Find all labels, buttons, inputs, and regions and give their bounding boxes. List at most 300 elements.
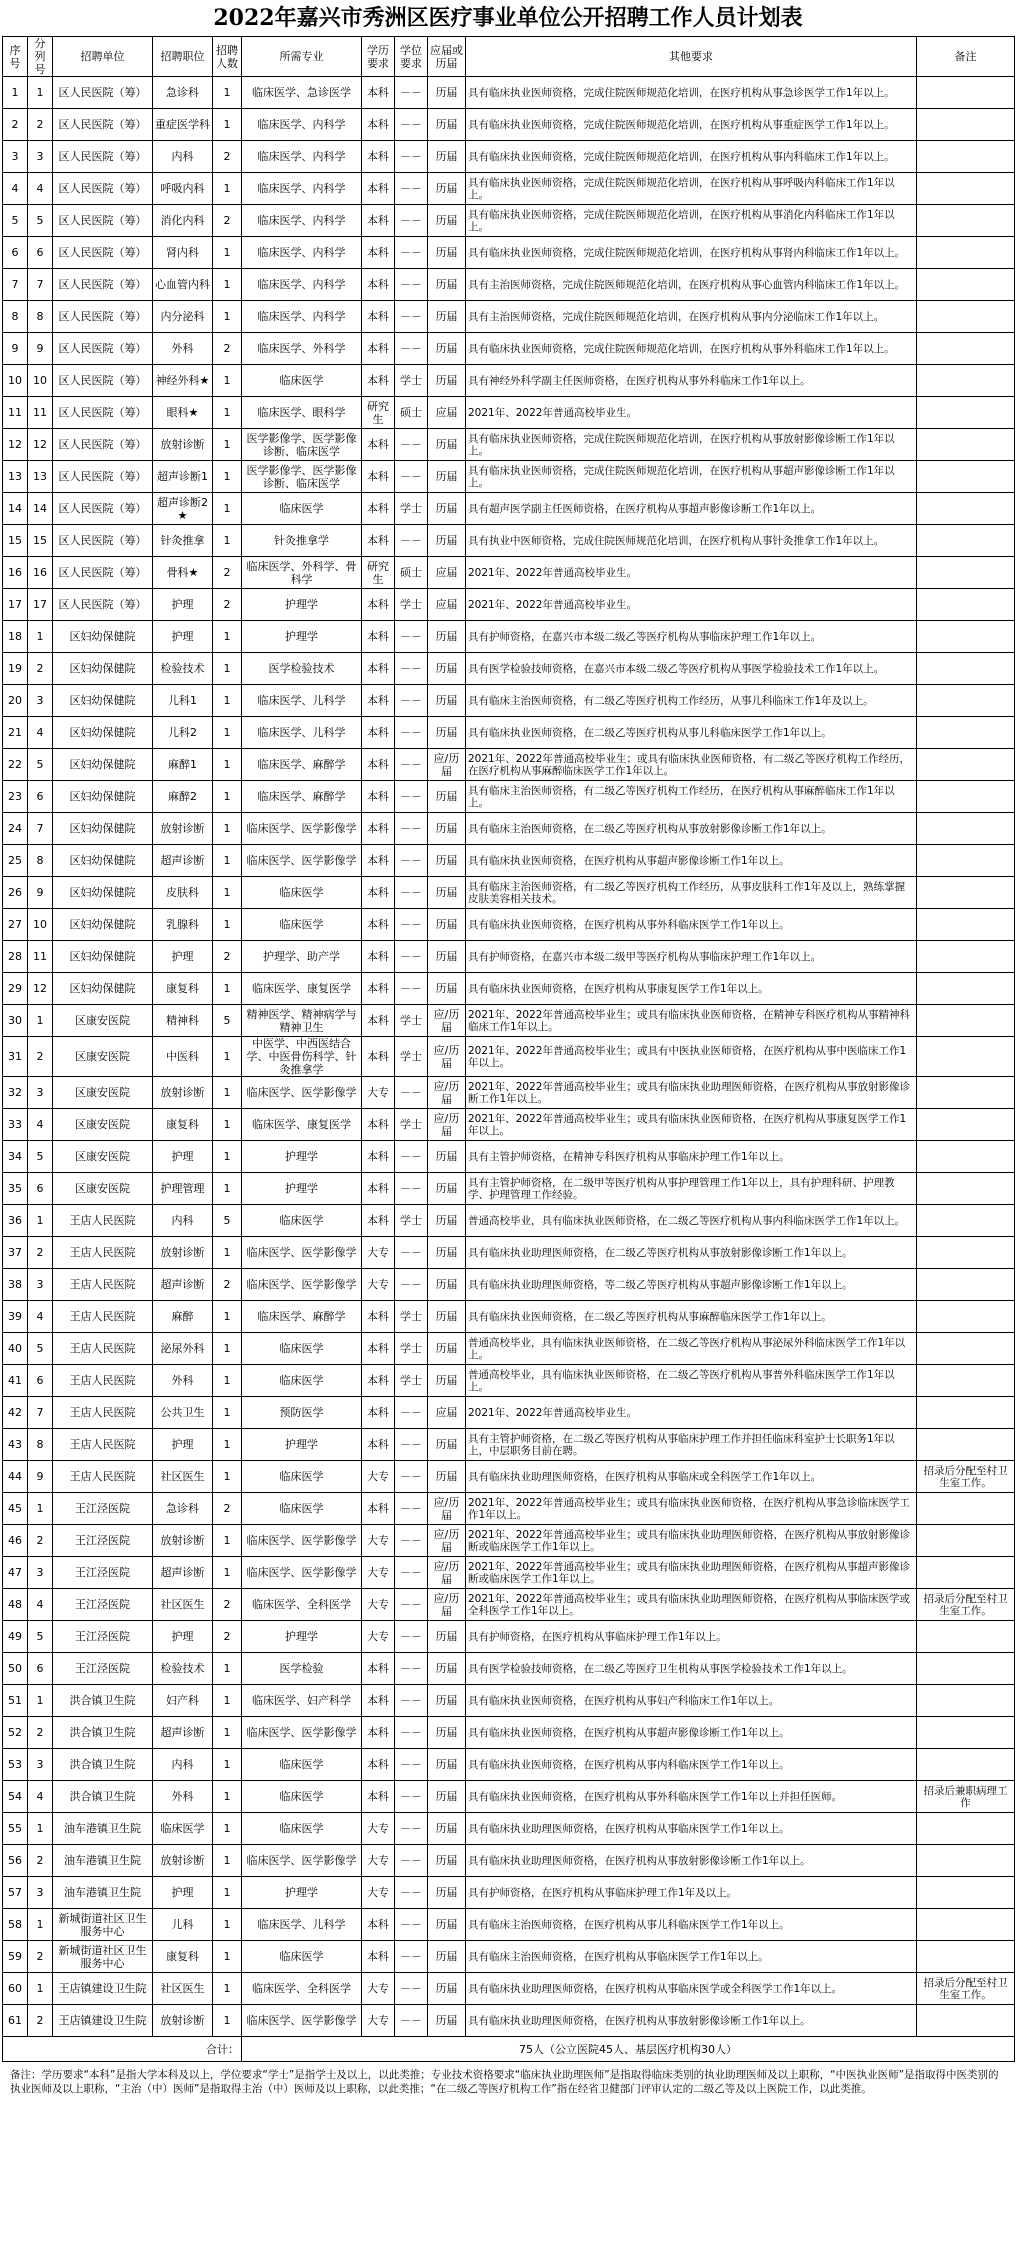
requirement-cell: 具有临床执业助理医师资格，在医疗机构从事临床医学工作1年以上。 [466, 1813, 917, 1845]
education-cell: 本科 [362, 941, 395, 973]
unit-cell: 区妇幼保健院 [53, 653, 153, 685]
remark-cell [917, 1301, 1015, 1333]
education-cell: 本科 [362, 109, 395, 141]
position-cell: 外科 [153, 1781, 213, 1813]
requirement-cell: 2021年、2022年普通高校毕业生。 [466, 557, 917, 589]
unit-cell: 区妇幼保健院 [53, 781, 153, 813]
education-cell: 本科 [362, 237, 395, 269]
education-cell: 大专 [362, 1621, 395, 1653]
degree-cell: 学士 [395, 1301, 428, 1333]
unit-cell: 新城街道社区卫生服务中心 [53, 1909, 153, 1941]
requirement-cell: 具有护师资格，在医疗机构从事临床护理工作1年以上。 [466, 1621, 917, 1653]
major-cell: 中医学、中西医结合学、中医骨伤科学、针灸推拿学 [242, 1037, 362, 1077]
count-cell: 1 [213, 1813, 242, 1845]
remark-cell [917, 525, 1015, 557]
remark-cell [917, 429, 1015, 461]
requirement-cell: 具有临床执业医师资格，完成住院医师规范化培训，在医疗机构从事呼吸内科临床工作1年以上。 [466, 173, 917, 205]
sub-seq-cell: 1 [28, 1685, 53, 1717]
position-cell: 护理 [153, 621, 213, 653]
education-cell: 本科 [362, 589, 395, 621]
seq-cell: 40 [3, 1333, 28, 1365]
sub-seq-cell: 1 [28, 1813, 53, 1845]
sub-seq-cell: 6 [28, 237, 53, 269]
count-cell: 1 [213, 781, 242, 813]
degree-cell: －－ [395, 1909, 428, 1941]
table-row [3, 1845, 1015, 1877]
seq-cell: 48 [3, 1589, 28, 1621]
seq-cell: 5 [3, 205, 28, 237]
unit-cell: 区人民医院（筹） [53, 173, 153, 205]
unit-cell: 油车港镇卫生院 [53, 1845, 153, 1877]
table-row [3, 429, 1015, 461]
education-cell: 本科 [362, 1717, 395, 1749]
graduate-cell: 历届 [428, 1877, 466, 1909]
count-cell: 1 [213, 1877, 242, 1909]
requirement-cell: 普通高校毕业，具有临床执业医师资格，在二级乙等医疗机构从事泌尿外科临床医学工作1年以上。 [466, 1333, 917, 1365]
unit-cell: 王店人民医院 [53, 1397, 153, 1429]
graduate-cell: 历届 [428, 429, 466, 461]
count-cell: 2 [213, 557, 242, 589]
sub-seq-cell: 11 [28, 941, 53, 973]
table-row [3, 269, 1015, 301]
graduate-cell: 应/历届 [428, 1005, 466, 1037]
seq-cell: 1 [3, 77, 28, 109]
requirement-cell: 具有临床主治医师资格，在二级乙等医疗机构从事放射影像诊断工作1年以上。 [466, 813, 917, 845]
position-cell: 儿科 [153, 1909, 213, 1941]
graduate-cell: 历届 [428, 973, 466, 1005]
education-cell: 本科 [362, 653, 395, 685]
column-header-position: 招聘职位 [153, 37, 213, 77]
seq-cell: 45 [3, 1493, 28, 1525]
sub-seq-cell: 3 [28, 1269, 53, 1301]
requirement-cell: 具有临床执业医师资格，完成住院医师规范化培训，在医疗机构从事放射影像诊断工作1年以上。 [466, 429, 917, 461]
unit-cell: 区妇幼保健院 [53, 973, 153, 1005]
requirement-cell: 具有临床主治医师资格，有二级乙等医疗机构工作经历，从事皮肤科工作1年及以上，熟练掌握皮肤美容相关技术。 [466, 877, 917, 909]
sub-seq-cell: 1 [28, 1493, 53, 1525]
major-cell: 临床医学、医学影像学 [242, 813, 362, 845]
remark-cell [917, 1429, 1015, 1461]
major-cell: 临床医学、医学影像学 [242, 1557, 362, 1589]
seq-cell: 8 [3, 301, 28, 333]
sub-seq-cell: 2 [28, 1941, 53, 1973]
degree-cell: 硕士 [395, 557, 428, 589]
graduate-cell: 历届 [428, 461, 466, 493]
sub-seq-cell: 3 [28, 685, 53, 717]
remark-cell [917, 1685, 1015, 1717]
count-cell: 1 [213, 717, 242, 749]
major-cell: 护理学 [242, 589, 362, 621]
count-cell: 1 [213, 1461, 242, 1493]
remark-cell [917, 109, 1015, 141]
count-cell: 1 [213, 621, 242, 653]
table-row [3, 1781, 1015, 1813]
major-cell: 临床医学、内科学 [242, 301, 362, 333]
table-row [3, 237, 1015, 269]
requirement-cell: 具有临床主治医师资格，在医疗机构从事儿科临床医学工作1年以上。 [466, 1909, 917, 1941]
seq-cell: 9 [3, 333, 28, 365]
remark-cell [917, 173, 1015, 205]
position-cell: 麻醉1 [153, 749, 213, 781]
graduate-cell: 历届 [428, 1749, 466, 1781]
position-cell: 社区医生 [153, 1461, 213, 1493]
table-row [3, 1205, 1015, 1237]
remark-cell [917, 1813, 1015, 1845]
table-row [3, 845, 1015, 877]
education-cell: 本科 [362, 749, 395, 781]
count-cell: 1 [213, 1141, 242, 1173]
count-cell: 2 [213, 205, 242, 237]
count-cell: 1 [213, 653, 242, 685]
graduate-cell: 应/历届 [428, 749, 466, 781]
degree-cell: －－ [395, 173, 428, 205]
major-cell: 临床医学、内科学 [242, 237, 362, 269]
requirement-cell: 具有临床执业医师资格，在医疗机构从事外科临床医学工作1年以上。 [466, 909, 917, 941]
graduate-cell: 历届 [428, 813, 466, 845]
seq-cell: 52 [3, 1717, 28, 1749]
seq-cell: 32 [3, 1077, 28, 1109]
degree-cell: －－ [395, 1525, 428, 1557]
major-cell: 医学影像学、医学影像诊断、临床医学 [242, 429, 362, 461]
seq-cell: 42 [3, 1397, 28, 1429]
requirement-cell: 具有医学检验技师资格，在嘉兴市本级二级乙等医疗机构从事医学检验技术工作1年以上。 [466, 653, 917, 685]
sub-seq-cell: 2 [28, 1845, 53, 1877]
sub-seq-cell: 2 [28, 2005, 53, 2037]
education-cell: 本科 [362, 493, 395, 525]
degree-cell: －－ [395, 653, 428, 685]
table-row [3, 173, 1015, 205]
sub-seq-cell: 15 [28, 525, 53, 557]
major-cell: 临床医学 [242, 909, 362, 941]
position-cell: 呼吸内科 [153, 173, 213, 205]
sub-seq-cell: 5 [28, 1621, 53, 1653]
unit-cell: 区人民医院（筹） [53, 109, 153, 141]
requirement-cell: 具有临床执业医师资格，在医疗机构从事妇产科临床工作1年以上。 [466, 1685, 917, 1717]
remark-cell [917, 653, 1015, 685]
count-cell: 1 [213, 845, 242, 877]
major-cell: 护理学 [242, 1877, 362, 1909]
sub-seq-cell: 5 [28, 749, 53, 781]
degree-cell: －－ [395, 941, 428, 973]
unit-cell: 区妇幼保健院 [53, 813, 153, 845]
unit-cell: 区人民医院（筹） [53, 461, 153, 493]
degree-cell: －－ [395, 109, 428, 141]
education-cell: 大专 [362, 1525, 395, 1557]
seq-cell: 29 [3, 973, 28, 1005]
sub-seq-cell: 9 [28, 333, 53, 365]
requirement-cell: 具有超声医学副主任医师资格，在医疗机构从事超声影像诊断工作1年以上。 [466, 493, 917, 525]
seq-cell: 53 [3, 1749, 28, 1781]
unit-cell: 洪合镇卫生院 [53, 1685, 153, 1717]
table-row [3, 333, 1015, 365]
requirement-cell: 2021年、2022年普通高校毕业生；或具有临床执业医师资格，有二级乙等医疗机构工作经历，在医疗机构从事麻醉临床医学工作1年以上。 [466, 749, 917, 781]
major-cell: 临床医学 [242, 1813, 362, 1845]
column-header-seq: 序号 [3, 37, 28, 77]
position-cell: 心血管内科 [153, 269, 213, 301]
education-cell: 本科 [362, 429, 395, 461]
requirement-cell: 具有临床执业医师资格，完成住院医师规范化培训，在医疗机构从事肾内科临床工作1年以上。 [466, 237, 917, 269]
degree-cell: －－ [395, 237, 428, 269]
sub-seq-cell: 1 [28, 1005, 53, 1037]
sub-seq-cell: 7 [28, 1397, 53, 1429]
count-cell: 1 [213, 1781, 242, 1813]
education-cell: 本科 [362, 205, 395, 237]
unit-cell: 区妇幼保健院 [53, 909, 153, 941]
table-row [3, 1141, 1015, 1173]
requirement-cell: 具有护师资格，在嘉兴市本级二级甲等医疗机构从事临床护理工作1年以上。 [466, 941, 917, 973]
seq-cell: 23 [3, 781, 28, 813]
count-cell: 1 [213, 1653, 242, 1685]
requirement-cell: 具有临床执业医师资格，完成住院医师规范化培训，在医疗机构从事重症医学工作1年以上。 [466, 109, 917, 141]
remark-cell [917, 397, 1015, 429]
remark-cell [917, 1845, 1015, 1877]
table-row [3, 941, 1015, 973]
sub-seq-cell: 2 [28, 1237, 53, 1269]
seq-cell: 7 [3, 269, 28, 301]
degree-cell: －－ [395, 621, 428, 653]
graduate-cell: 历届 [428, 365, 466, 397]
major-cell: 临床医学、儿科学 [242, 685, 362, 717]
page-title: 2022年嘉兴市秀洲区医疗事业单位公开招聘工作人员计划表 [213, 5, 803, 31]
position-cell: 护理 [153, 1621, 213, 1653]
total-label: 合计： [3, 2037, 242, 2062]
major-cell: 临床医学、康复医学 [242, 973, 362, 1005]
position-cell: 护理 [153, 1877, 213, 1909]
position-cell: 中医科 [153, 1037, 213, 1077]
seq-cell: 47 [3, 1557, 28, 1589]
education-cell: 大专 [362, 1813, 395, 1845]
unit-cell: 区妇幼保健院 [53, 685, 153, 717]
major-cell: 临床医学、全科医学 [242, 1589, 362, 1621]
count-cell: 2 [213, 589, 242, 621]
major-cell: 临床医学、麻醉学 [242, 1301, 362, 1333]
education-cell: 大专 [362, 1973, 395, 2005]
table-row [3, 1301, 1015, 1333]
unit-cell: 区妇幼保健院 [53, 717, 153, 749]
major-cell: 临床医学、儿科学 [242, 1909, 362, 1941]
position-cell: 重症医学科 [153, 109, 213, 141]
degree-cell: －－ [395, 909, 428, 941]
requirement-cell: 具有医学检验技师资格，在二级乙等医疗卫生机构从事医学检验技术工作1年以上。 [466, 1653, 917, 1685]
count-cell: 2 [213, 141, 242, 173]
requirement-cell: 具有临床执业医师资格，在二级乙等医疗机构从事儿科临床医学工作1年以上。 [466, 717, 917, 749]
remark-cell [917, 333, 1015, 365]
remark-cell [917, 1173, 1015, 1205]
graduate-cell: 历届 [428, 1621, 466, 1653]
degree-cell: －－ [395, 141, 428, 173]
major-cell: 临床医学 [242, 1941, 362, 1973]
requirement-cell: 具有临床执业助理医师资格，在医疗机构从事临床或全科医学工作1年以上。 [466, 1461, 917, 1493]
count-cell: 2 [213, 941, 242, 973]
table-row [3, 1493, 1015, 1525]
degree-cell: －－ [395, 1589, 428, 1621]
remark-cell [917, 1749, 1015, 1781]
table-row [3, 1909, 1015, 1941]
major-cell: 护理学 [242, 1429, 362, 1461]
count-cell: 1 [213, 1749, 242, 1781]
unit-cell: 区妇幼保健院 [53, 877, 153, 909]
remark-cell [917, 1205, 1015, 1237]
education-cell: 本科 [362, 141, 395, 173]
requirement-cell: 具有临床执业医师资格，完成住院医师规范化培训，在医疗机构从事急诊医学工作1年以上。 [466, 77, 917, 109]
graduate-cell: 历届 [428, 1205, 466, 1237]
seq-cell: 30 [3, 1005, 28, 1037]
position-cell: 放射诊断 [153, 1237, 213, 1269]
table-row [3, 1557, 1015, 1589]
requirement-cell: 具有临床主治医师资格，有二级乙等医疗机构工作经历，从事儿科临床工作1年及以上。 [466, 685, 917, 717]
degree-cell: －－ [395, 429, 428, 461]
seq-cell: 39 [3, 1301, 28, 1333]
degree-cell: －－ [395, 685, 428, 717]
sub-seq-cell: 4 [28, 1781, 53, 1813]
education-cell: 本科 [362, 781, 395, 813]
graduate-cell: 历届 [428, 1365, 466, 1397]
column-header-requirement: 其他要求 [466, 37, 917, 77]
graduate-cell: 历届 [428, 781, 466, 813]
graduate-cell: 历届 [428, 877, 466, 909]
requirement-cell: 具有执业中医师资格，完成住院医师规范化培训，在医疗机构从事针灸推拿工作1年以上。 [466, 525, 917, 557]
requirement-cell: 具有临床执业助理医师资格，等二级乙等医疗机构从事超声影像诊断工作1年以上。 [466, 1269, 917, 1301]
education-cell: 本科 [362, 173, 395, 205]
degree-cell: －－ [395, 1941, 428, 1973]
unit-cell: 洪合镇卫生院 [53, 1749, 153, 1781]
remark-cell [917, 941, 1015, 973]
table-row [3, 589, 1015, 621]
unit-cell: 王江泾医院 [53, 1493, 153, 1525]
unit-cell: 王店人民医院 [53, 1333, 153, 1365]
unit-cell: 洪合镇卫生院 [53, 1781, 153, 1813]
table-row [3, 909, 1015, 941]
education-cell: 本科 [362, 717, 395, 749]
graduate-cell: 历届 [428, 525, 466, 557]
seq-cell: 25 [3, 845, 28, 877]
major-cell: 临床医学、医学影像学 [242, 1717, 362, 1749]
position-cell: 内科 [153, 1749, 213, 1781]
unit-cell: 区人民医院（筹） [53, 493, 153, 525]
count-cell: 1 [213, 1685, 242, 1717]
requirement-cell: 2021年、2022年普通高校毕业生。 [466, 397, 917, 429]
requirement-cell: 具有临床执业医师资格，在二级乙等医疗机构从事麻醉临床医学工作1年以上。 [466, 1301, 917, 1333]
table-row [3, 1461, 1015, 1493]
graduate-cell: 历届 [428, 1301, 466, 1333]
sub-seq-cell: 2 [28, 1037, 53, 1077]
major-cell: 护理学 [242, 621, 362, 653]
major-cell: 临床医学、内科学 [242, 269, 362, 301]
remark-cell: 招录后兼职病理工作 [917, 1781, 1015, 1813]
column-header-unit: 招聘单位 [53, 37, 153, 77]
remark-cell [917, 1557, 1015, 1589]
count-cell: 1 [213, 1365, 242, 1397]
degree-cell: －－ [395, 1269, 428, 1301]
header-row [3, 37, 1015, 77]
unit-cell: 王店人民医院 [53, 1461, 153, 1493]
sub-seq-cell: 17 [28, 589, 53, 621]
seq-cell: 58 [3, 1909, 28, 1941]
seq-cell: 19 [3, 653, 28, 685]
major-cell: 临床医学、妇产科学 [242, 1685, 362, 1717]
table-row [3, 1429, 1015, 1461]
seq-cell: 59 [3, 1941, 28, 1973]
position-cell: 康复科 [153, 973, 213, 1005]
sub-seq-cell: 2 [28, 1717, 53, 1749]
seq-cell: 61 [3, 2005, 28, 2037]
requirement-cell: 具有临床执业助理医师资格，在医疗机构从事放射影像诊断工作1年以上。 [466, 2005, 917, 2037]
table-row [3, 1037, 1015, 1077]
graduate-cell: 历届 [428, 301, 466, 333]
education-cell: 本科 [362, 909, 395, 941]
graduate-cell: 历届 [428, 1141, 466, 1173]
major-cell: 临床医学、麻醉学 [242, 749, 362, 781]
table-row [3, 877, 1015, 909]
count-cell: 1 [213, 301, 242, 333]
table-row [3, 1717, 1015, 1749]
table-row [3, 621, 1015, 653]
education-cell: 本科 [362, 1397, 395, 1429]
graduate-cell: 历届 [428, 621, 466, 653]
remark-cell [917, 141, 1015, 173]
major-cell: 临床医学 [242, 365, 362, 397]
sub-seq-cell: 1 [28, 1973, 53, 2005]
count-cell: 1 [213, 1237, 242, 1269]
degree-cell: 学士 [395, 1205, 428, 1237]
degree-cell: －－ [395, 1717, 428, 1749]
sub-seq-cell: 16 [28, 557, 53, 589]
remark-cell [917, 1525, 1015, 1557]
seq-cell: 31 [3, 1037, 28, 1077]
remark-cell [917, 1365, 1015, 1397]
graduate-cell: 历届 [428, 333, 466, 365]
major-cell: 临床医学 [242, 1333, 362, 1365]
unit-cell: 区人民医院（筹） [53, 397, 153, 429]
unit-cell: 新城街道社区卫生服务中心 [53, 1941, 153, 1973]
sub-seq-cell: 1 [28, 1909, 53, 1941]
unit-cell: 王店人民医院 [53, 1365, 153, 1397]
count-cell: 1 [213, 685, 242, 717]
table-row [3, 1237, 1015, 1269]
requirement-cell: 2021年、2022年普通高校毕业生；或具有中医执业医师资格，在医疗机构从事中医临床工作1年以上。 [466, 1037, 917, 1077]
education-cell: 大专 [362, 1237, 395, 1269]
sub-seq-cell: 10 [28, 365, 53, 397]
requirement-cell: 具有临床执业医师资格，完成住院医师规范化培训，在医疗机构从事消化内科临床工作1年以上。 [466, 205, 917, 237]
table-row [3, 749, 1015, 781]
sub-seq-cell: 8 [28, 845, 53, 877]
table-row [3, 1973, 1015, 2005]
table-body [3, 77, 1015, 2037]
requirement-cell: 具有主管护师资格，在二级乙等医疗机构从事临床护理工作并担任临床科室护士长职务1年以上，中层职务目前在聘。 [466, 1429, 917, 1461]
position-cell: 临床医学 [153, 1813, 213, 1845]
degree-cell: －－ [395, 2005, 428, 2037]
position-cell: 针灸推拿 [153, 525, 213, 557]
table-row [3, 205, 1015, 237]
table-row [3, 1653, 1015, 1685]
sub-seq-cell: 6 [28, 781, 53, 813]
education-cell: 大专 [362, 1589, 395, 1621]
remark-cell [917, 1037, 1015, 1077]
unit-cell: 王店人民医院 [53, 1269, 153, 1301]
major-cell: 精神医学、精神病学与精神卫生 [242, 1005, 362, 1037]
unit-cell: 王江泾医院 [53, 1525, 153, 1557]
count-cell: 1 [213, 1973, 242, 2005]
degree-cell: －－ [395, 717, 428, 749]
education-cell: 本科 [362, 973, 395, 1005]
seq-cell: 16 [3, 557, 28, 589]
unit-cell: 王江泾医院 [53, 1557, 153, 1589]
position-cell: 检验技术 [153, 1653, 213, 1685]
position-cell: 放射诊断 [153, 1525, 213, 1557]
position-cell: 护理 [153, 941, 213, 973]
requirement-cell: 具有护师资格，在嘉兴市本级二级乙等医疗机构从事临床护理工作1年以上。 [466, 621, 917, 653]
remark-cell: 招录后分配至村卫生室工作。 [917, 1973, 1015, 2005]
position-cell: 外科 [153, 333, 213, 365]
